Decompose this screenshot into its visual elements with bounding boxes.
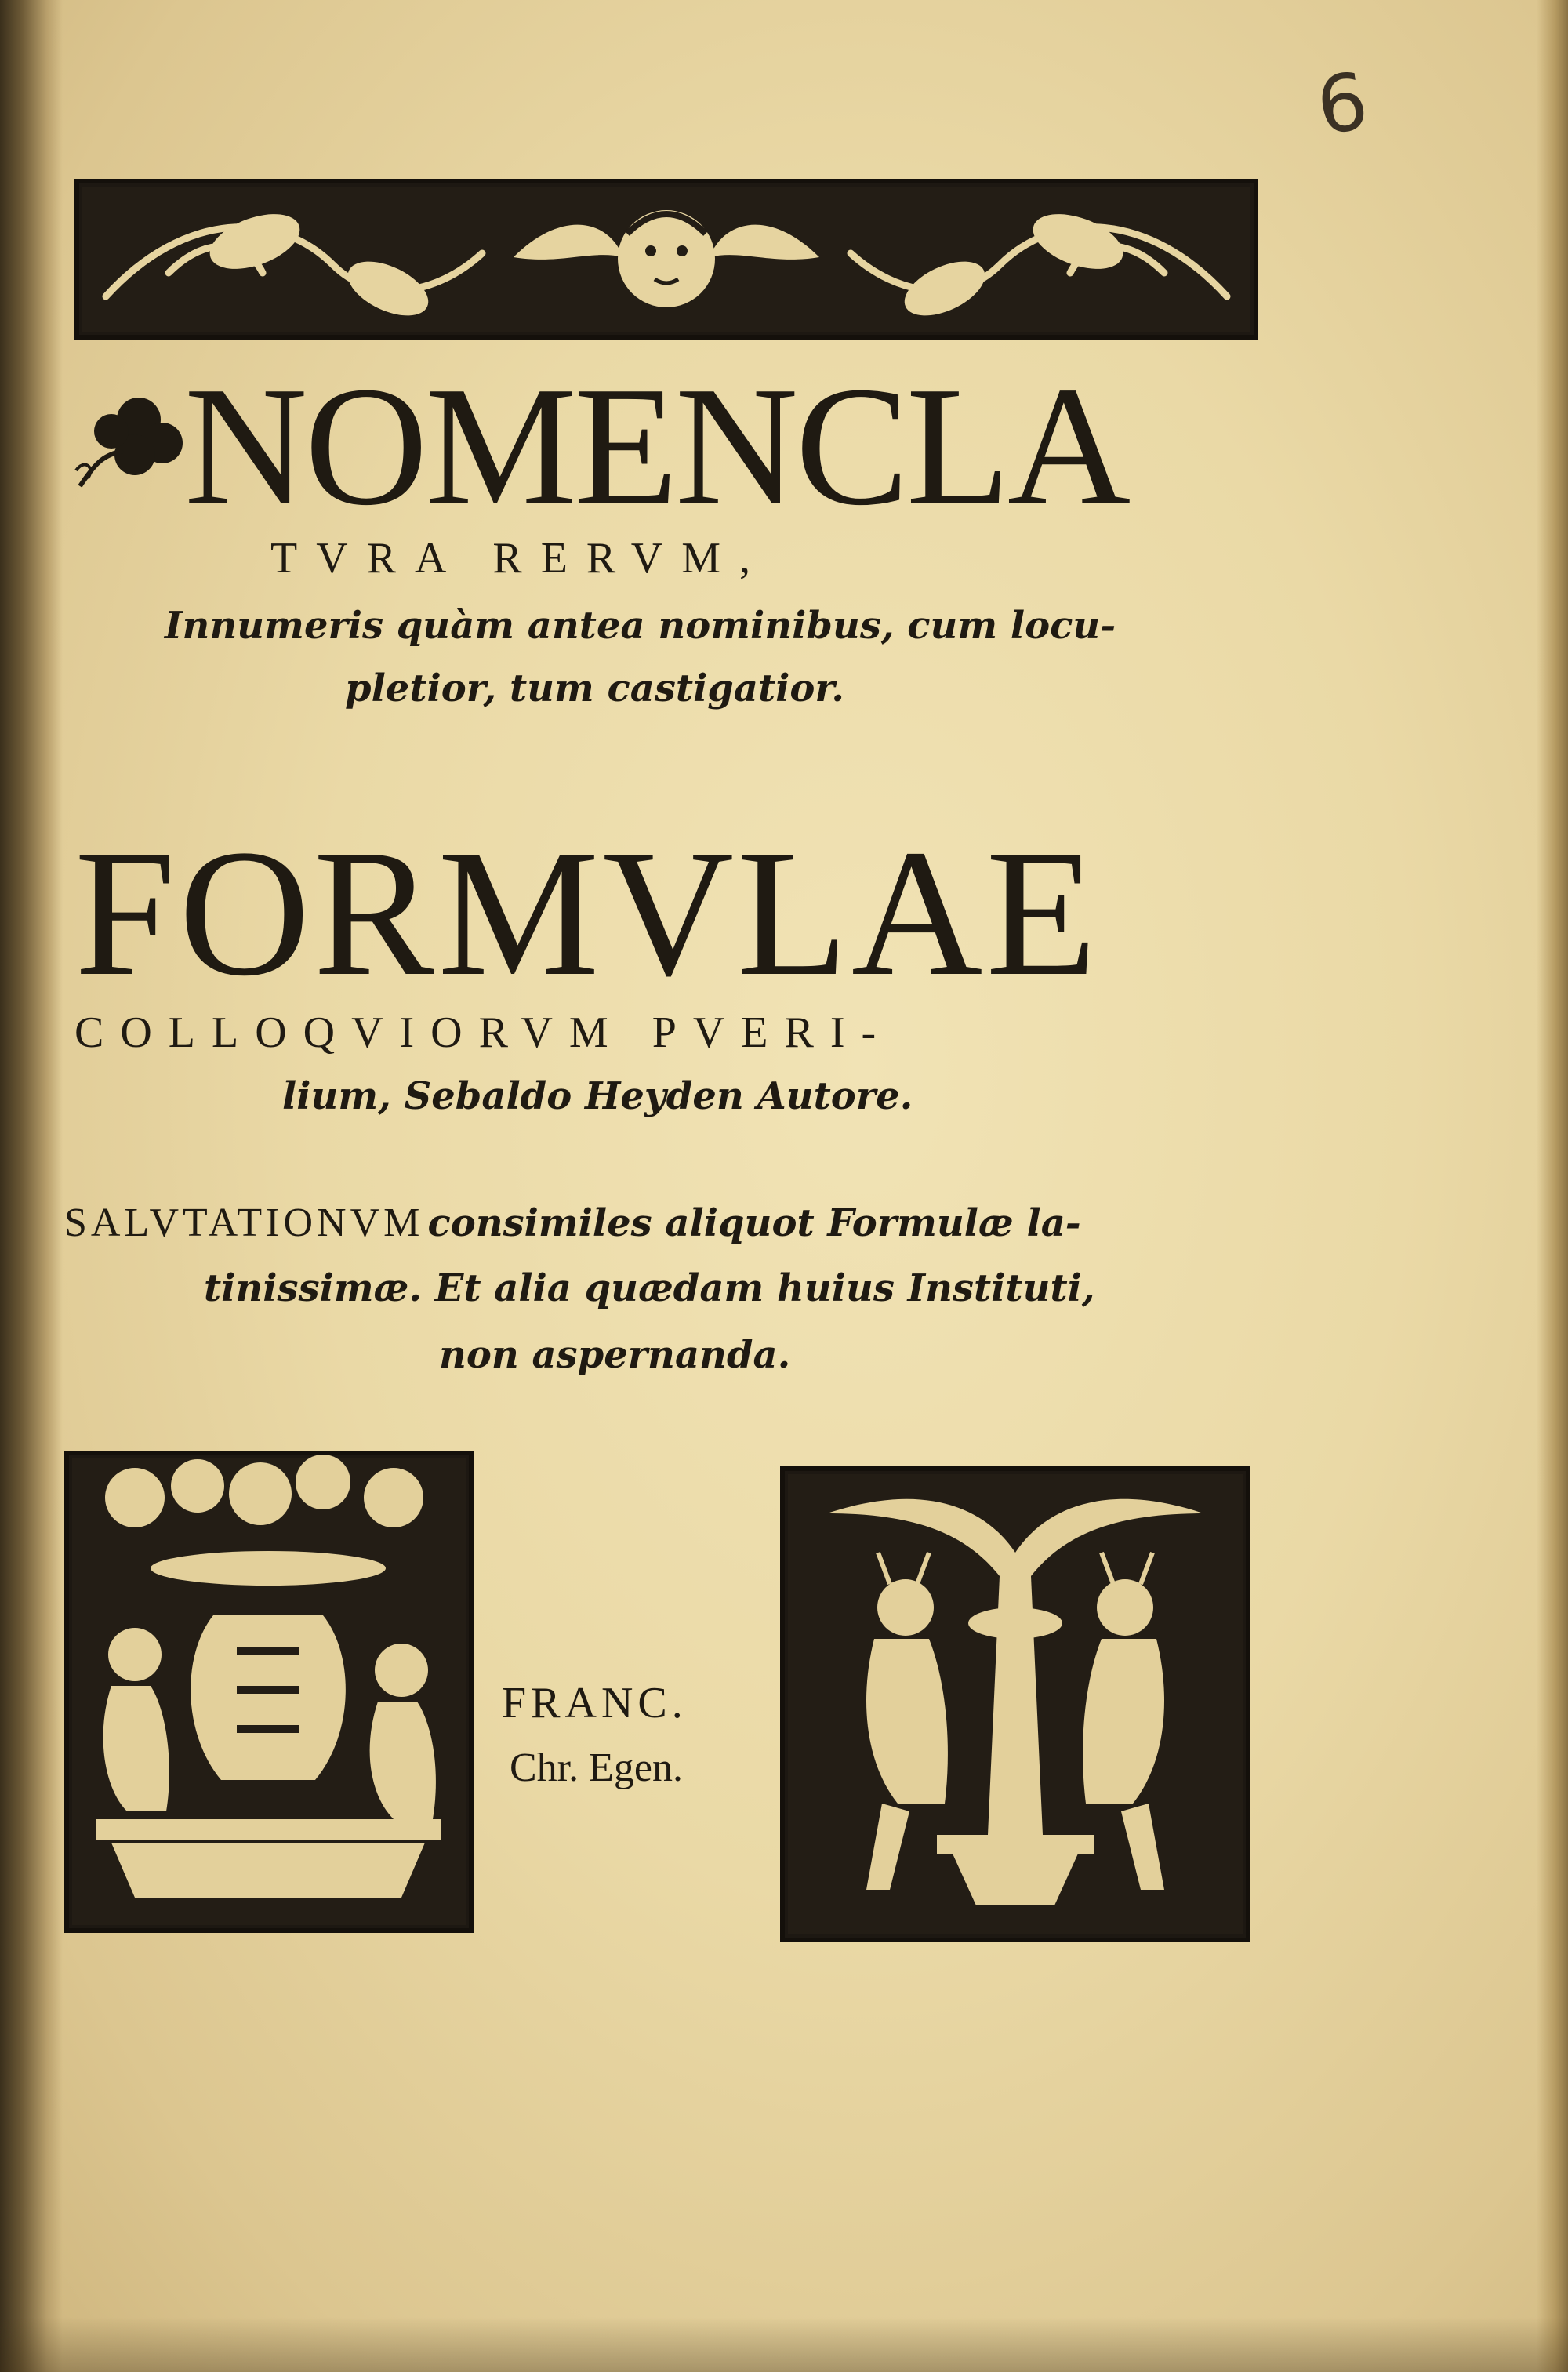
salutationum-caps: SALVTATIONVM [64, 1201, 424, 1245]
title-formulae: FORMVLAE [74, 812, 1101, 1014]
salutationum-line-1 [64, 1200, 1081, 1246]
folio-number: 6 [1311, 55, 1374, 153]
cherub-head [618, 210, 715, 307]
satyrs-fountain-woodcut [780, 1466, 1250, 1942]
subtitle-line-1: Innumeris quàm antea nominibus, cum locu- [165, 604, 1116, 648]
salutationum-line-2: tinissimæ. Et alia quædam huius Instituti, [204, 1266, 1095, 1310]
formulae-continuation: COLLOQVIORVM PVERI- [74, 1008, 893, 1057]
title-nomencla: NOMENCLA [184, 352, 1128, 541]
page-edge [1537, 0, 1568, 2372]
author-line: lium, Sebaldo Heyden Autore. [282, 1074, 913, 1118]
salutationum-line-3: non aspernanda. [439, 1333, 791, 1377]
binding-gutter [0, 0, 63, 2372]
putti-vase-woodcut [64, 1451, 474, 1933]
grapevine-ornament-icon [64, 376, 190, 502]
cherub-head-banner [74, 179, 1258, 340]
imprint-printer: Chr. Egen. [510, 1745, 683, 1790]
subtitle-line-2: pletior, tum castigatior. [345, 667, 844, 710]
imprint-place: FRANC. [502, 1679, 688, 1727]
page-bottom-shadow [0, 2317, 1568, 2372]
title-continuation: TVRA RERVM, [270, 534, 770, 583]
salutationum-line-1-rest: consimiles aliquot Formulæ la- [427, 1201, 1081, 1245]
